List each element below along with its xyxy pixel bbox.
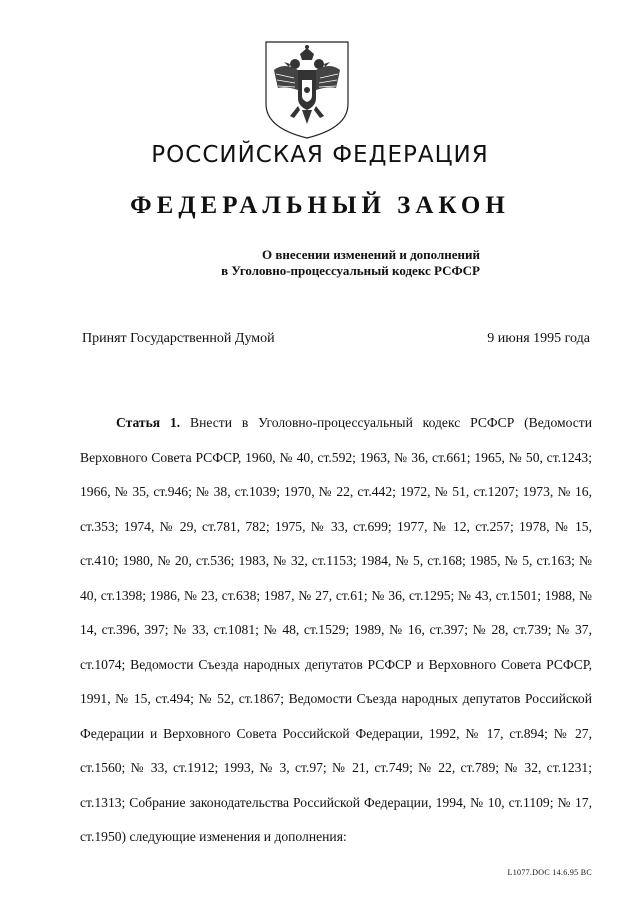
coat-of-arms-emblem xyxy=(264,40,350,140)
double-headed-eagle-icon xyxy=(264,40,350,140)
law-title-line-1: О внесении изменений и дополнений xyxy=(261,247,480,262)
document-footer-id: L1077.DOC 14.6.95 ВС xyxy=(507,868,592,877)
article-text: Внести в Уголовно-процессуальный кодекс РСФСР (Ведомости Верховного Совета РСФСР, 1960, № 40, ст.592; 1963, № 36, ст.661; 1965, № 50, ст.1243; 1966, № 35, ст.946; № 38, ст.1039; 1970, № 22, ст.442; 1972, № 51, ст.1207; 1973, № 16, ст.353; 1974, № 29, ст.781, 782; 1975, № 33, ст.699; 1977, № 12, ст.257; 1978, № 15, ст.410; 1980, № 20, ст.536; 1983, № 32, ст.1153; 1984, № 5, ст.168; 1985, № 5, ст.163; № 40, ст.1398; 1986, № 23, ст.638; 1987, № 27, ст.61; № 36, ст.1295; № 43, ст.1501; 1988, № 14, ст.396, 397; № 33, ст.1081; № 48, ст.1529; 1989, № 16, ст.397; № 28, ст.739; № 37, ст.1074; Ведомости Съезда народных депутатов РСФСР и Верховного Совета РСФСР, 1991, № 15, ст.494; № 52, ст.1867; Ведомости Съезда народных депутатов Российской Федерации и Верховного Совета Российской Федерации, 1992, № 17, ст.894; № 27, ст.1560; № 33, ст.1912; 1993, № 3, ст.97; № 21, ст.749; № 22, ст.789; № 32, ст.1231; ст.1313; Собрание законодательства Российской Федерации, 1994, № 10, ст.1109; № 17, ст.1950) следующие изменения и дополнения: xyxy=(80,415,592,844)
article-label: Статья 1. xyxy=(116,415,181,430)
adoption-body: Принят Государственной Думой xyxy=(82,331,275,346)
adoption-date: 9 июня 1995 года xyxy=(487,331,590,346)
law-title-line-2: в Уголовно-процессуальный кодекс РСФСР xyxy=(221,263,480,278)
document-type-heading: ФЕДЕРАЛЬНЫЙ ЗАКОН xyxy=(130,192,510,219)
article-1-paragraph xyxy=(80,406,592,855)
law-title xyxy=(180,247,480,279)
country-heading: РОССИЙСКАЯ ФЕДЕРАЦИЯ xyxy=(151,142,489,168)
